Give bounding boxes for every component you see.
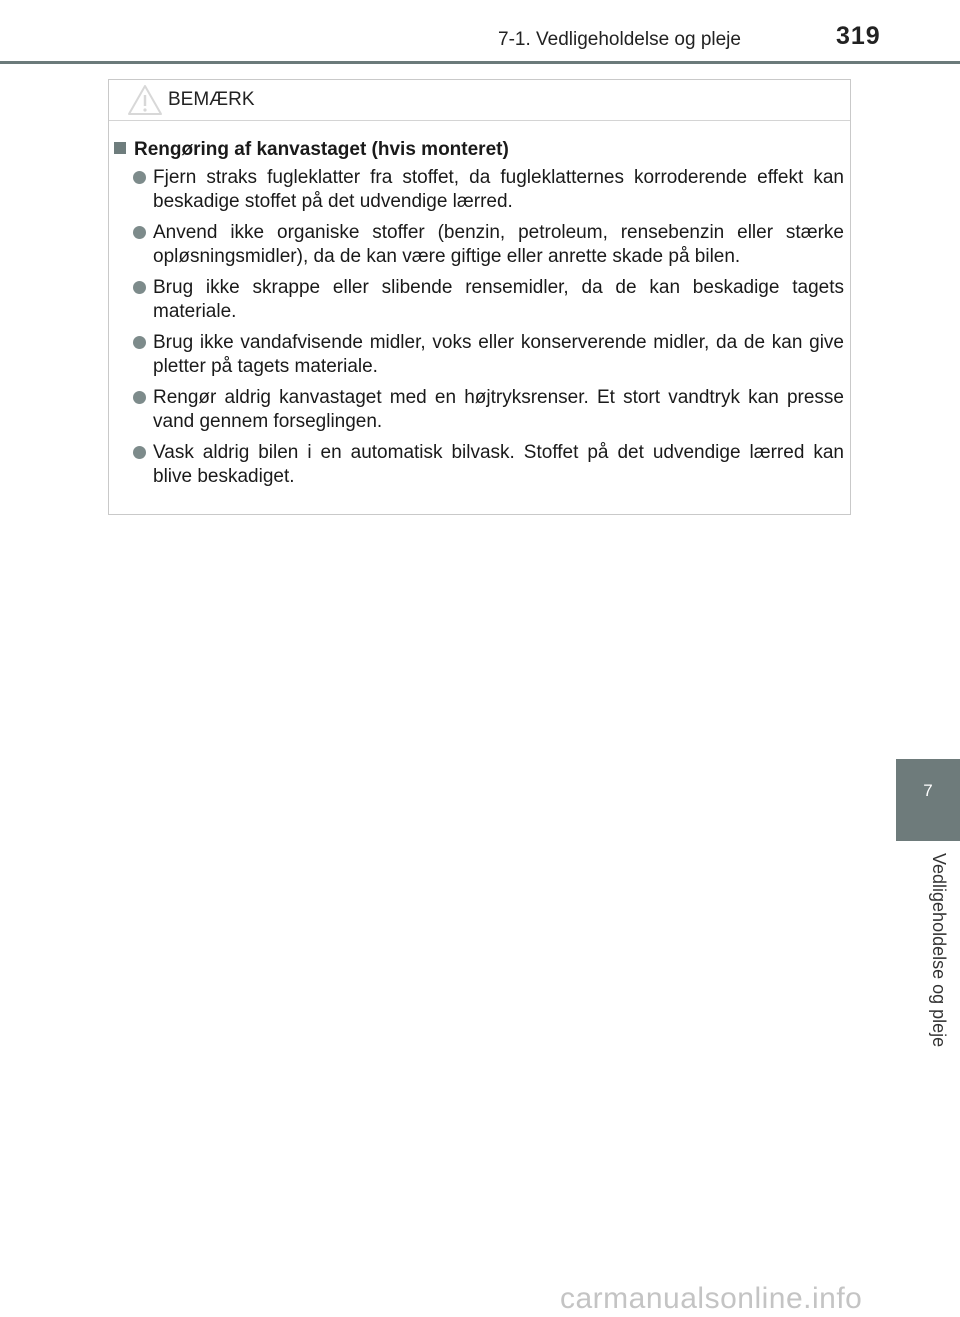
page-number: 319 — [836, 22, 881, 50]
notice-title: BEMÆRK — [168, 89, 255, 110]
header-rule — [0, 61, 960, 64]
list-item — [133, 276, 844, 324]
list-item — [133, 166, 844, 214]
list-item — [133, 221, 844, 269]
list-item-text: Anvend ikke organiske stoffer (benzin, petroleum, rensebenzin eller stærke opløsningsmidler), da de kan være giftige eller anrette skade på bilen. — [153, 222, 844, 267]
bullet-dot-icon — [133, 391, 146, 404]
list-item — [133, 331, 844, 379]
section-heading — [114, 139, 509, 161]
square-bullet-icon — [114, 142, 126, 154]
list-item-text: Fjern straks fugleklatter fra stoffet, da fugleklatternes korroderende effekt kan beskadige stoffet på det udvendige lærred. — [153, 167, 844, 212]
watermark: carmanualsonline.info — [560, 1282, 863, 1315]
list-item-text: Brug ikke skrappe eller slibende rensemidler, da de kan beskadige tagets materiale. — [153, 277, 844, 322]
bullet-dot-icon — [133, 281, 146, 294]
chapter-side-label: Vedligeholdelse og pleje — [929, 853, 949, 1048]
list-item — [133, 386, 844, 434]
warning-triangle-icon — [127, 84, 163, 116]
list-item-text: Vask aldrig bilen i en automatisk bilvask. Stoffet på det udvendige lærred kan blive beskadiget. — [153, 442, 844, 487]
bullet-dot-icon — [133, 336, 146, 349]
bullet-dot-icon — [133, 171, 146, 184]
notice-header — [109, 80, 850, 121]
notice-box — [108, 79, 851, 515]
chapter-title: 7-1. Vedligeholdelse og pleje — [498, 29, 741, 50]
chapter-tab[interactable] — [896, 759, 960, 841]
chapter-tab-number: 7 — [923, 781, 933, 800]
list-item — [133, 441, 844, 489]
section-heading-text: Rengøring af kanvastaget (hvis monteret) — [134, 139, 509, 160]
bullet-list — [133, 166, 844, 496]
bullet-dot-icon — [133, 226, 146, 239]
list-item-text: Rengør aldrig kanvastaget med en højtryksrenser. Et stort vandtryk kan presse vand gennem forseglingen. — [153, 387, 844, 432]
list-item-text: Brug ikke vandafvisende midler, voks eller konserverende midler, da de kan give pletter på tagets materiale. — [153, 332, 844, 377]
bullet-dot-icon — [133, 446, 146, 459]
